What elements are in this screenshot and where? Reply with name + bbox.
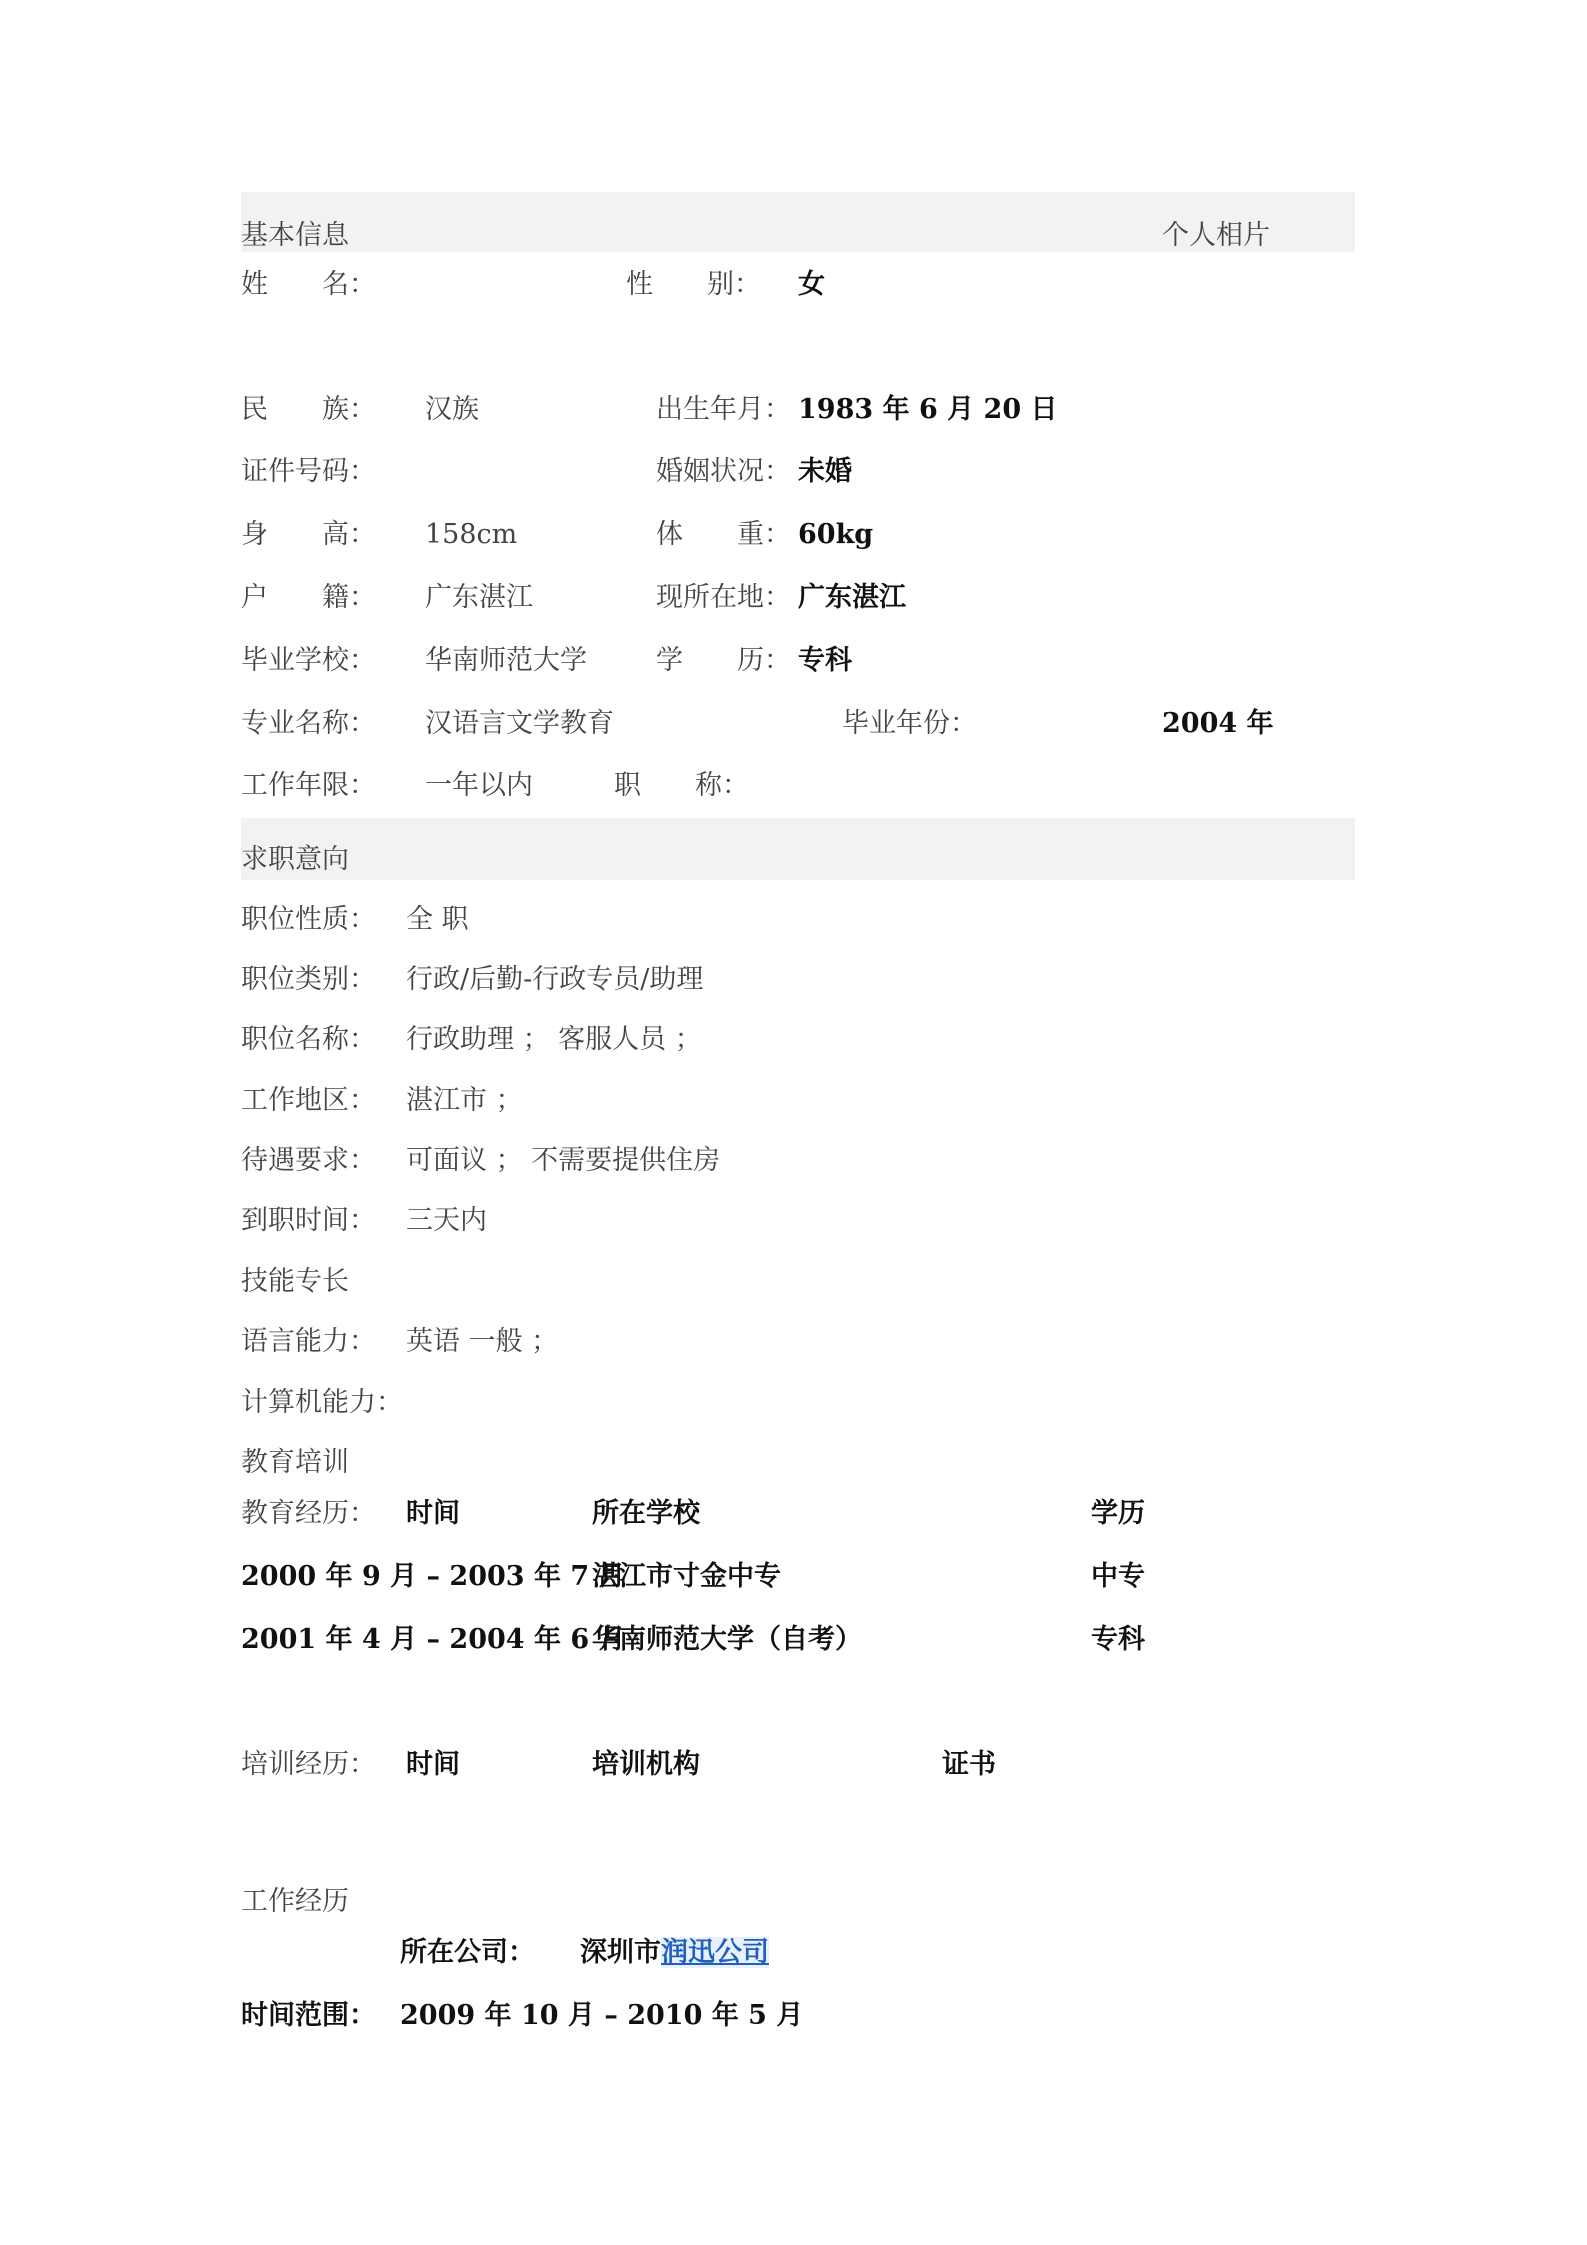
company-label: 所在公司：	[400, 1937, 535, 1968]
intent-label: 职位性质：	[241, 904, 376, 935]
ethnic-label: 民 族：	[241, 394, 376, 425]
edu-col-degree: 学历	[1091, 1498, 1145, 1529]
work-header: 工作经历	[241, 1886, 349, 1917]
hukou-value: 广东湛江	[425, 582, 533, 613]
edu-row-school: 湛江市寸金中专	[592, 1561, 781, 1592]
work-years-label: 工作年限：	[241, 770, 376, 801]
intent-value: 全 职	[406, 904, 469, 935]
major-label: 专业名称：	[241, 708, 376, 739]
intent-label: 职位名称：	[241, 1024, 376, 1055]
weight-value: 60kg	[798, 519, 874, 550]
birth-value: 1983 年 6 月 20 日	[798, 394, 1058, 425]
school-value: 华南师范大学	[425, 645, 587, 676]
degree-value: 专科	[798, 645, 852, 676]
computer-label: 计算机能力：	[241, 1387, 403, 1418]
edu-row-time: 2000 年 9 月 – 2003 年 7 月	[241, 1561, 626, 1592]
education-header: 教育培训	[241, 1447, 349, 1478]
photo-label: 个人相片	[1162, 220, 1270, 251]
edu-row-time: 2001 年 4 月 – 2004 年 6 月	[241, 1624, 626, 1655]
train-col-org: 培训机构	[592, 1749, 700, 1780]
gender-label: 性 别：	[626, 269, 761, 300]
intent-value: 湛江市 ；	[406, 1085, 523, 1116]
intent-header-band	[241, 818, 1355, 880]
skills-header: 技能专长	[241, 1266, 349, 1297]
ethnic-value: 汉族	[425, 394, 479, 425]
weight-label: 体 重：	[656, 519, 791, 550]
intent-header: 求职意向	[241, 844, 349, 875]
intent-label: 职位类别：	[241, 964, 376, 995]
intent-value: 行政助理 ； 客服人员 ；	[406, 1024, 702, 1055]
marital-label: 婚姻状况：	[656, 456, 791, 487]
grad-year-label: 毕业年份：	[842, 708, 977, 739]
grad-year-value: 2004 年	[1162, 708, 1274, 739]
name-label: 姓 名：	[241, 269, 376, 300]
edu-col-time: 时间	[406, 1498, 460, 1529]
training-label: 培训经历：	[241, 1749, 376, 1780]
height-value: 158cm	[425, 519, 518, 550]
marital-value: 未婚	[798, 456, 852, 487]
intent-label: 待遇要求：	[241, 1145, 376, 1176]
time-range-value: 2009 年 10 月 – 2010 年 5 月	[400, 2000, 804, 2031]
company-prefix: 深圳市	[580, 1937, 661, 1968]
intent-value: 三天内	[406, 1205, 487, 1236]
birth-label: 出生年月：	[656, 394, 791, 425]
train-col-cert: 证书	[942, 1749, 996, 1780]
title-label: 职 称：	[614, 770, 749, 801]
intent-value: 行政/后勤-行政专员/助理	[406, 964, 704, 995]
edu-row-school: 华南师范大学（自考）	[592, 1624, 862, 1655]
edu-row-degree: 专科	[1091, 1624, 1145, 1655]
train-col-time: 时间	[406, 1749, 460, 1780]
language-label: 语言能力：	[241, 1326, 376, 1357]
language-value: 英语 一般 ；	[406, 1326, 559, 1357]
intent-value: 可面议 ； 不需要提供住房	[406, 1145, 721, 1176]
gender-value: 女	[798, 269, 825, 300]
id-label: 证件号码：	[241, 456, 376, 487]
school-label: 毕业学校：	[241, 645, 376, 676]
basic-info-header: 基本信息	[241, 220, 349, 251]
company-link[interactable]: 润迅公司	[661, 1937, 769, 1968]
intent-label: 工作地区：	[241, 1085, 376, 1116]
time-range-label: 时间范围：	[241, 2000, 376, 2031]
work-years-value: 一年以内	[425, 770, 533, 801]
edu-row-degree: 中专	[1091, 1561, 1145, 1592]
edu-col-school: 所在学校	[592, 1498, 700, 1529]
location-label: 现所在地：	[656, 582, 791, 613]
height-label: 身 高：	[241, 519, 376, 550]
location-value: 广东湛江	[798, 582, 906, 613]
company-value	[580, 1939, 769, 1966]
hukou-label: 户 籍：	[241, 582, 376, 613]
major-value: 汉语言文学教育	[425, 708, 614, 739]
education-label: 教育经历：	[241, 1498, 376, 1529]
degree-label: 学 历：	[656, 645, 791, 676]
intent-label: 到职时间：	[241, 1205, 376, 1236]
